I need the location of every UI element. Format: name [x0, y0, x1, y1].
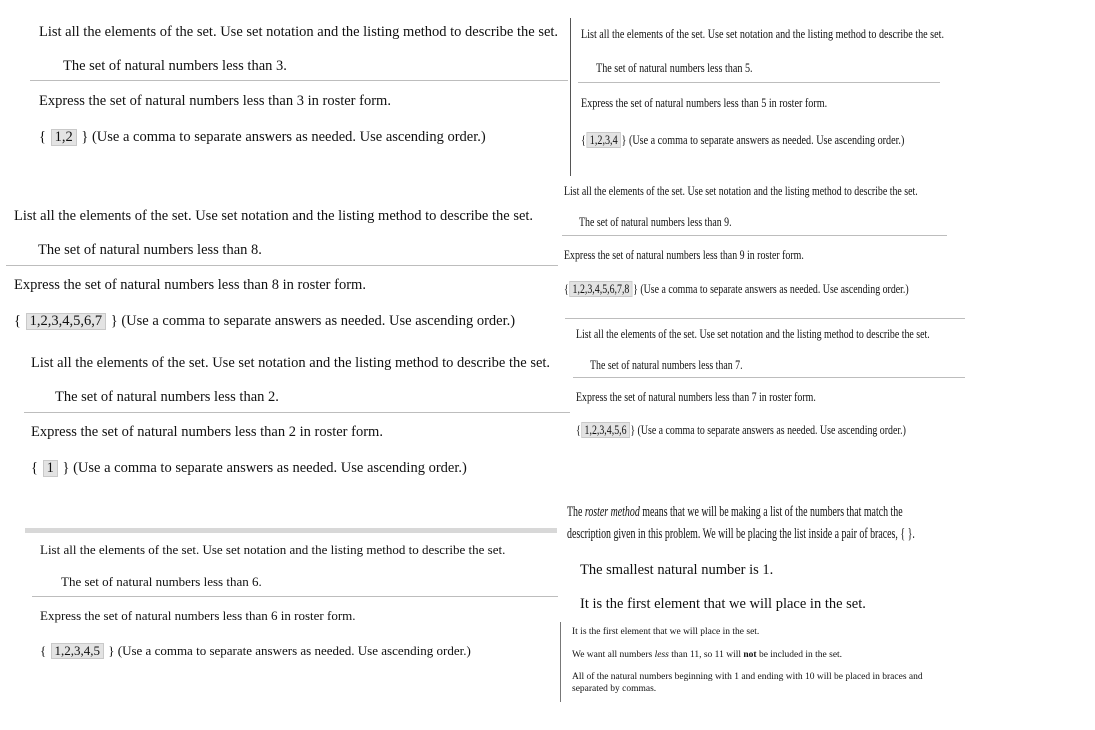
open-brace: { [581, 132, 586, 147]
answer-field[interactable]: 1,2 [51, 129, 77, 146]
answer-hint: (Use a comma to separate answers as needed. Use ascending order.) [628, 132, 905, 147]
answer-hint: (Use a comma to separate answers as needed. Use ascending order.) [640, 281, 909, 296]
answer-line [564, 281, 1018, 297]
problem-panel-4 [0, 198, 560, 338]
open-brace: { [14, 313, 21, 329]
roster-prompt: Express the set of natural numbers less than 7 in roster form. [576, 389, 816, 404]
problem-panel-5 [565, 318, 965, 448]
divider [565, 318, 965, 319]
divider [30, 80, 568, 81]
divider [562, 235, 947, 236]
answer-line [14, 313, 515, 330]
set-description: The set of natural numbers less than 5. [596, 60, 753, 75]
answer-line [31, 460, 467, 477]
problem-panel-1 [0, 0, 570, 175]
set-description: The set of natural numbers less than 2. [55, 389, 279, 405]
first-element-text: It is the first element that we will place in the set. [580, 596, 866, 612]
roster-prompt: Express the set of natural numbers less than 3 in roster form. [39, 93, 391, 109]
answer-hint: (Use a comma to separate answers as needed. Use ascending order.) [117, 643, 471, 658]
smallest-number-text: The smallest natural number is 1. [580, 562, 774, 578]
set-description: The set of natural numbers less than 9. [579, 214, 732, 229]
answer-field[interactable]: 1,2,3,4,5 [51, 643, 105, 659]
roster-method-line-2: description given in this problem. We will be placing the list inside a pair of braces, { }. [567, 526, 915, 542]
open-brace: { [576, 422, 581, 437]
instruction-text: List all the elements of the set. Use set notation and the listing method to describe the set. [40, 542, 506, 557]
roster-prompt: Express the set of natural numbers less than 6 in roster form. [40, 608, 356, 623]
panel-separator [570, 18, 571, 176]
divider [573, 377, 965, 378]
answer-line [576, 422, 1010, 438]
close-brace: } [81, 129, 89, 145]
close-brace: } [621, 132, 627, 147]
roster-prompt: Express the set of natural numbers less than 2 in roster form. [31, 424, 383, 440]
first-element-small: It is the first element that we will place in the set. [572, 627, 760, 637]
roster-prompt: Express the set of natural numbers less than 9 in roster form. [564, 247, 804, 262]
instruction-text: List all the elements of the set. Use set notation and the listing method to describe the set. [564, 183, 918, 198]
instruction-text: List all the elements of the set. Use set notation and the listing method to describe the set. [581, 26, 944, 41]
roster-prompt: Express the set of natural numbers less than 8 in roster form. [14, 277, 366, 293]
explanation-panel [560, 500, 960, 705]
divider [578, 82, 940, 83]
instruction-text: List all the elements of the set. Use set notation and the listing method to describe the set. [39, 24, 559, 40]
answer-hint: (Use a comma to separate answers as needed. Use ascending order.) [73, 460, 467, 476]
instruction-text: List all the elements of the set. Use set notation and the listing method to describe the set. [14, 208, 534, 224]
open-brace: { [40, 643, 47, 658]
divider [24, 412, 570, 413]
panel-top-bar [25, 528, 557, 533]
answer-field[interactable]: 1,2,3,4,5,6,7,8 [570, 281, 633, 297]
explanation-left-rule [560, 622, 561, 702]
set-description: The set of natural numbers less than 6. [61, 574, 262, 589]
instruction-text: List all the elements of the set. Use set notation and the listing method to describe the set. [576, 326, 930, 341]
open-brace: { [564, 281, 569, 296]
divider [6, 265, 558, 266]
close-brace: } [110, 313, 118, 329]
answer-line [581, 132, 996, 148]
answer-field[interactable]: 1 [43, 460, 58, 477]
close-brace: } [630, 422, 636, 437]
instruction-text: List all the elements of the set. Use set notation and the listing method to describe the set. [31, 355, 551, 371]
answer-hint: (Use a comma to separate answers as needed. Use ascending order.) [121, 313, 516, 329]
all-numbers-line-2: separated by commas. [572, 684, 657, 694]
roster-method-line-1: The roster method means that we will be making a list of the numbers that match the [567, 504, 903, 520]
answer-hint: (Use a comma to separate answers as needed. Use ascending order.) [637, 422, 906, 437]
problem-panel-7 [0, 528, 560, 668]
set-description: The set of natural numbers less than 7. [590, 357, 743, 372]
answer-hint: (Use a comma to separate answers as needed. Use ascending order.) [91, 129, 486, 145]
want-numbers-text: We want all numbers less than 11, so 11 will not be included in the set. [572, 650, 843, 660]
set-description: The set of natural numbers less than 3. [63, 58, 287, 74]
open-brace: { [31, 460, 38, 476]
open-brace: { [39, 129, 46, 145]
roster-method-term: roster method [584, 504, 640, 520]
close-brace: } [108, 643, 115, 658]
all-numbers-line-1: All of the natural numbers beginning with 1 and ending with 10 will be placed in braces and [572, 672, 923, 682]
problem-panel-2 [572, 0, 942, 170]
divider [32, 596, 558, 597]
set-description: The set of natural numbers less than 8. [38, 242, 262, 258]
problem-panel-3 [560, 180, 950, 300]
close-brace: } [62, 460, 70, 476]
answer-line [39, 129, 486, 146]
answer-line [40, 643, 471, 659]
answer-field[interactable]: 1,2,3,4 [587, 132, 621, 148]
problem-panel-6 [0, 345, 570, 485]
roster-prompt: Express the set of natural numbers less than 5 in roster form. [581, 95, 828, 110]
answer-field[interactable]: 1,2,3,4,5,6 [582, 422, 630, 438]
answer-field[interactable]: 1,2,3,4,5,6,7 [26, 313, 107, 330]
close-brace: } [633, 281, 638, 296]
